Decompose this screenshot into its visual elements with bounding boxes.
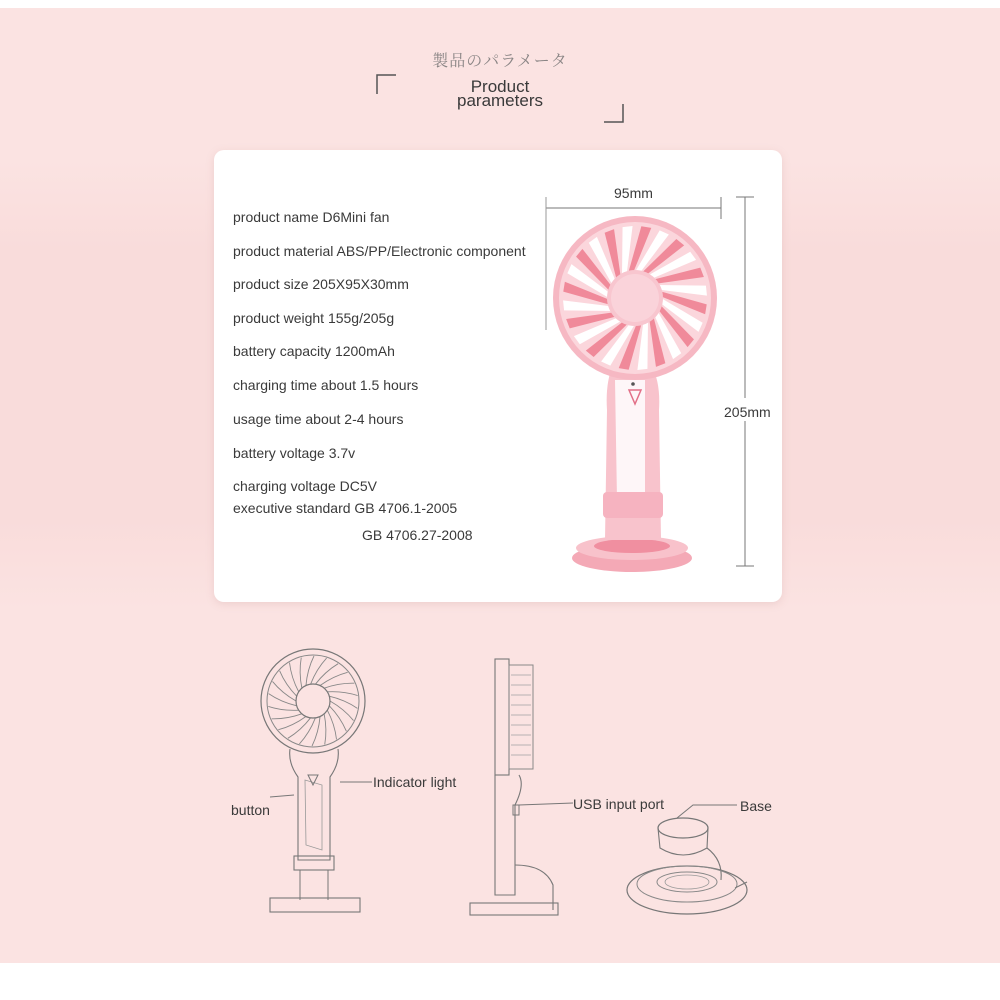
japanese-title: 製品のパラメータ [432, 53, 568, 70]
fan-side-line-drawing [465, 655, 575, 920]
spec-standard-2: GB 4706.27-2008 [362, 527, 473, 543]
base-label: Base [740, 798, 772, 814]
height-label: 205mm [724, 404, 771, 420]
line-blade [306, 656, 314, 686]
line-blade [272, 714, 302, 719]
line-blade [300, 658, 302, 689]
line-blade [312, 716, 320, 746]
spec-charging-time: charging time about 1.5 hours [233, 377, 419, 393]
line-blade [289, 663, 298, 692]
title-line-1: Product [470, 77, 530, 96]
width-label: 95mm [614, 185, 653, 201]
spec-usage-time: usage time about 2-4 hours [233, 411, 404, 427]
indicator-light-label: Indicator light [373, 774, 457, 790]
fan-front-line-drawing [250, 645, 380, 920]
spec-standard: executive standard GB 4706.1-2005 [233, 500, 458, 516]
button-label: button [231, 802, 270, 818]
corner-bracket-top-left [376, 74, 398, 96]
spec-material: product material ABS/PP/Electronic component [233, 243, 526, 259]
spec-weight: product weight 155g/205g [233, 310, 395, 326]
spec-battery-voltage: battery voltage 3.7v [233, 445, 356, 461]
line-blade [327, 692, 357, 696]
line-blade [329, 706, 346, 731]
spec-product-name: product name D6Mini fan [233, 209, 390, 225]
section-title [400, 77, 600, 110]
line-blade [327, 710, 336, 739]
pink-fan-image [545, 210, 725, 580]
height-dimension-line [734, 196, 756, 568]
spec-size: product size 205X95X30mm [233, 276, 409, 292]
corner-bracket-bottom-right [603, 103, 625, 125]
line-blade [268, 706, 298, 710]
base-line-drawing [625, 800, 765, 930]
usb-port-label: USB input port [573, 796, 665, 812]
title-line-2: parameters [457, 91, 543, 110]
line-blade [269, 694, 297, 706]
line-blade [280, 671, 297, 696]
spec-battery-capacity: battery capacity 1200mAh [233, 343, 395, 359]
line-blade [324, 714, 326, 745]
spec-charging-voltage: charging voltage DC5V [233, 478, 377, 494]
line-blade [329, 696, 357, 708]
line-blade [324, 683, 354, 688]
